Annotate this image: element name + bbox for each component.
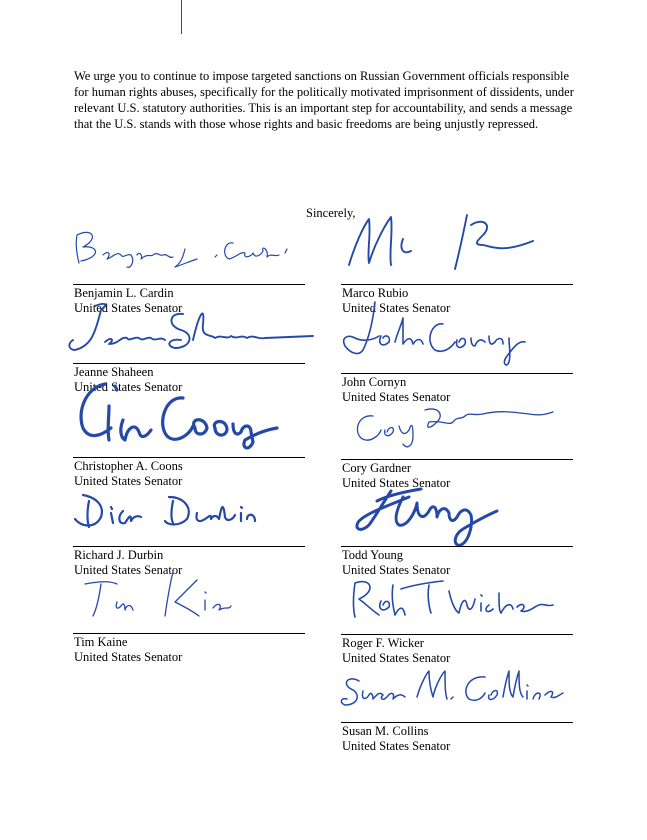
signature-young xyxy=(333,467,583,552)
signature-cardin xyxy=(65,205,315,290)
signature-line xyxy=(73,363,305,364)
signatory-name: Marco Rubio xyxy=(342,286,409,300)
signatory-name: Christopher A. Coons xyxy=(74,459,183,473)
signatory-title: United States Senator xyxy=(342,301,451,315)
signature-block-kaine xyxy=(73,572,305,667)
signatory-name: Todd Young xyxy=(342,548,403,562)
signatory-title: United States Senator xyxy=(342,563,451,577)
signatory-name: Jeanne Shaheen xyxy=(74,365,154,379)
signatory-name: Richard J. Durbin xyxy=(74,548,164,562)
signatory-name: Cory Gardner xyxy=(342,461,412,475)
signatory-title: United States Senator xyxy=(342,390,451,404)
signature-line xyxy=(341,634,573,635)
signatory-title: United States Senator xyxy=(342,651,451,665)
signatory-title: United States Senator xyxy=(74,563,183,577)
signature-collins xyxy=(333,643,583,728)
signature-kaine xyxy=(65,554,315,639)
signature-line xyxy=(341,459,573,460)
signature-block-collins xyxy=(341,661,573,756)
signature-line xyxy=(341,373,573,374)
signatory-title: United States Senator xyxy=(74,650,183,664)
signatory-title: United States Senator xyxy=(74,301,183,315)
signatory-name: Roger F. Wicker xyxy=(342,636,424,650)
signature-line xyxy=(73,546,305,547)
signature-gardner xyxy=(333,380,583,465)
closing-salutation: Sincerely, xyxy=(306,206,356,220)
signatory-name: Tim Kaine xyxy=(74,635,128,649)
signature-rubio xyxy=(333,205,583,290)
signature-line xyxy=(73,457,305,458)
signatory-title: United States Senator xyxy=(342,476,451,490)
signature-wicker xyxy=(333,555,583,640)
letter-paragraph: We urge you to continue to impose targeted sanctions on Russian Government officials responsible for human rights abuses, specifically for the politically motivated imprisonment of dissidents, under relevant U.S. statutory authorities. This is an important step for accountability, and sends a message that the U.S. stands with those whose rights and basic freedoms are being unjustly repressed. xyxy=(74,69,574,131)
signatory-title: United States Senator xyxy=(342,739,451,753)
signature-line xyxy=(73,633,305,634)
margin-mark xyxy=(181,0,182,34)
signature-line xyxy=(341,722,573,723)
signatory-name: Benjamin L. Cardin xyxy=(74,286,174,300)
signature-line xyxy=(341,284,573,285)
signatory-title: United States Senator xyxy=(74,474,183,488)
signature-cornyn xyxy=(333,294,583,379)
signatory-name: John Cornyn xyxy=(342,375,407,389)
signature-coons xyxy=(65,378,315,463)
signatory-title: United States Senator xyxy=(74,380,183,394)
signature-durbin xyxy=(65,467,315,552)
signatory-name: Susan M. Collins xyxy=(342,724,429,738)
signature-line xyxy=(341,546,573,547)
signature-shaheen xyxy=(65,284,315,369)
